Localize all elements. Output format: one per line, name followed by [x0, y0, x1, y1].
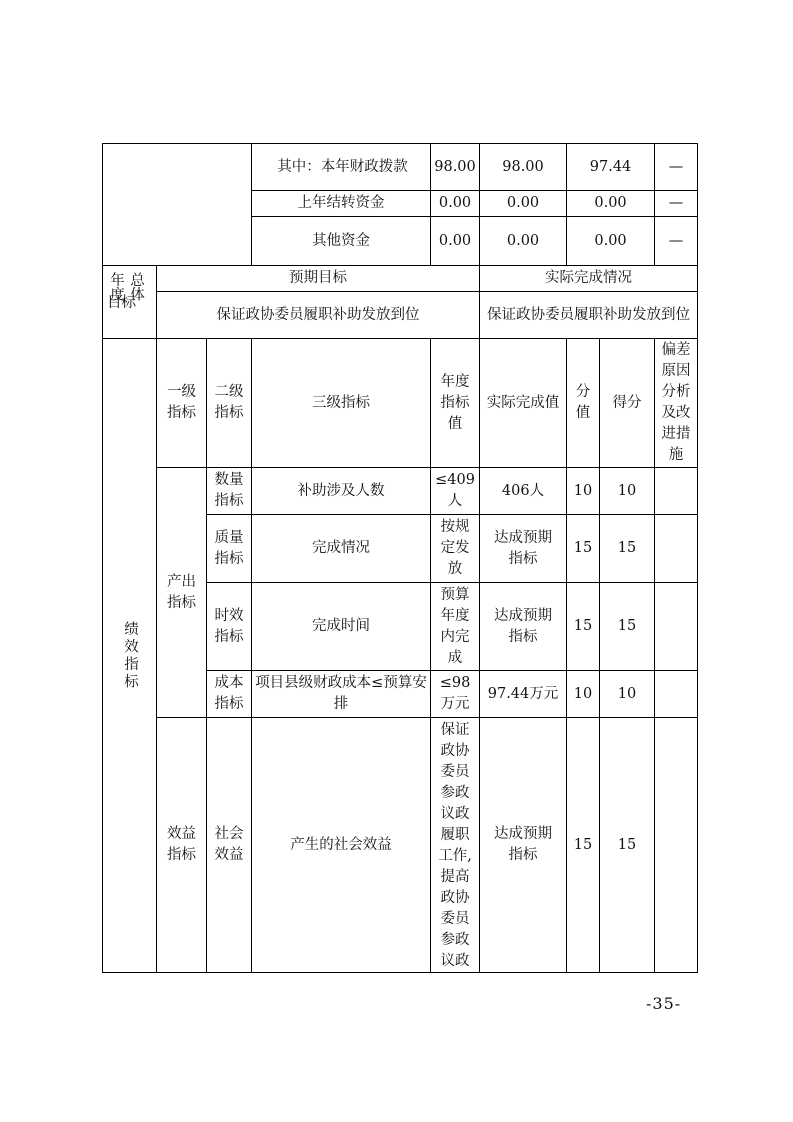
score-dash: —: [655, 144, 698, 191]
level3-header: 三级指标: [252, 339, 431, 468]
deviation-cell: [655, 583, 698, 671]
annual-value-cell: 按规定发放: [431, 515, 480, 583]
actual-value-cell: 97.44万元: [480, 671, 567, 718]
annual-budget: 0.00: [431, 217, 480, 266]
level3-cell: 完成时间: [252, 583, 431, 671]
output-indicator-label: 产出指标: [157, 468, 207, 718]
score-cell: 10: [600, 671, 655, 718]
annual-value-cell: 预算年度内完成: [431, 583, 480, 671]
full-year-budget: 0.00: [480, 191, 567, 217]
funding-source: 上年结转资金: [252, 191, 431, 217]
annual-budget: 98.00: [431, 144, 480, 191]
actual-goal-text: 保证政协委员履职补助发放到位: [480, 292, 698, 339]
funding-row: [103, 144, 698, 191]
deviation-cell: [655, 515, 698, 583]
full-year-budget: 98.00: [480, 144, 567, 191]
level3-cell: 完成情况: [252, 515, 431, 583]
overall-goal-content-row: [103, 292, 698, 339]
level2-cell: 数量指标: [207, 468, 252, 515]
funding-source: 其他资金: [252, 217, 431, 266]
overall-goal-label: [103, 266, 157, 339]
page-number: -35-: [646, 994, 682, 1013]
annual-value-cell: ≤409人: [431, 468, 480, 515]
level3-cell: 产生的社会效益: [252, 718, 431, 973]
benefit-indicator-label: 效益指标: [157, 718, 207, 973]
level2-header: 二级指标: [207, 339, 252, 468]
score-dash: —: [655, 191, 698, 217]
weight-cell: 15: [567, 583, 600, 671]
score-cell: 10: [600, 468, 655, 515]
level2-cell: 社会效益: [207, 718, 252, 973]
overall-goal-label-goal: 目标: [107, 295, 136, 311]
weight-header: 分值: [567, 339, 600, 468]
full-year-budget: 0.00: [480, 217, 567, 266]
overall-goal-label-year: 年度: [108, 272, 124, 301]
executed-amount: 0.00: [567, 217, 655, 266]
funding-blank-cell: [103, 144, 252, 266]
overall-goal-header-row: [103, 266, 698, 292]
actual-value-header: 实际完成值: [480, 339, 567, 468]
annual-value-header: 年度指标值: [431, 339, 480, 468]
overall-goal-label-overall: 总体: [128, 272, 144, 301]
deviation-cell: [655, 468, 698, 515]
funding-source: 其中：本年财政拨款: [252, 144, 431, 191]
actual-value-cell: 达成预期指标: [480, 583, 567, 671]
score-cell: 15: [600, 583, 655, 671]
performance-table: [102, 143, 698, 973]
executed-amount: 97.44: [567, 144, 655, 191]
deviation-cell: [655, 671, 698, 718]
actual-value-cell: 406人: [480, 468, 567, 515]
annual-value-cell: 保证政协委员参政议政履职工作,提高政协委员参政议政: [431, 718, 480, 973]
deviation-cell: [655, 718, 698, 973]
weight-cell: 10: [567, 671, 600, 718]
level3-cell: 补助涉及人数: [252, 468, 431, 515]
performance-indicators-label: 绩效指标: [103, 339, 157, 973]
indicator-row: [103, 718, 698, 973]
score-cell: 15: [600, 515, 655, 583]
expected-goal-header: 预期目标: [157, 266, 480, 292]
actual-value-cell: 达成预期指标: [480, 718, 567, 973]
expected-goal-text: 保证政协委员履职补助发放到位: [157, 292, 480, 339]
deviation-header: 偏差原因分析及改进措施: [655, 339, 698, 468]
actual-goal-header: 实际完成情况: [480, 266, 698, 292]
weight-cell: 15: [567, 515, 600, 583]
indicator-header-row: [103, 339, 698, 468]
actual-value-cell: 达成预期指标: [480, 515, 567, 583]
level3-cell: 项目县级财政成本≤预算安排: [252, 671, 431, 718]
indicator-row: [103, 468, 698, 515]
score-header: 得分: [600, 339, 655, 468]
level2-cell: 时效指标: [207, 583, 252, 671]
level2-cell: 成本指标: [207, 671, 252, 718]
weight-cell: 15: [567, 718, 600, 973]
annual-value-cell: ≤98万元: [431, 671, 480, 718]
level2-cell: 质量指标: [207, 515, 252, 583]
level1-header: 一级指标: [157, 339, 207, 468]
executed-amount: 0.00: [567, 191, 655, 217]
score-dash: —: [655, 217, 698, 266]
weight-cell: 10: [567, 468, 600, 515]
score-cell: 15: [600, 718, 655, 973]
annual-budget: 0.00: [431, 191, 480, 217]
